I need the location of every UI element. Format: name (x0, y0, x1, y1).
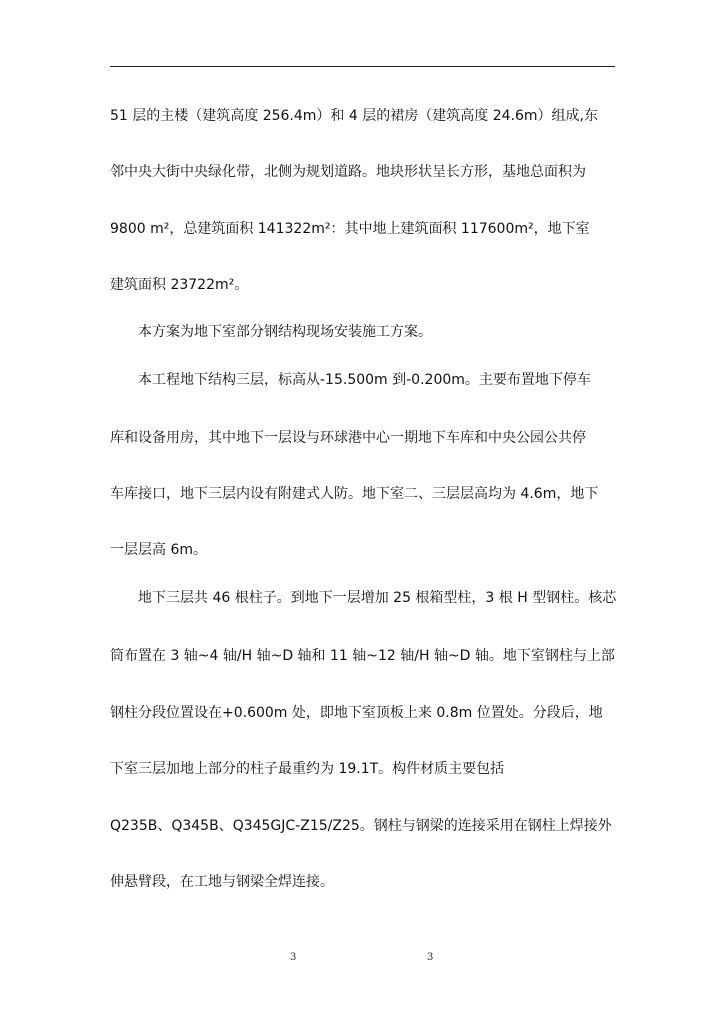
text-line: 地下三层共 46 根柱子。到地下一层增加 25 根箱型柱，3 根 H 型钢柱。核芯 (138, 590, 617, 606)
text-line: 下室三层加地上部分的柱子最重约为 19.1T。构件材质主要包括 (110, 761, 505, 777)
text-line: 本工程地下结构三层，标高从-15.500m 到-0.200m。主要布置地下停车 (138, 372, 591, 388)
text-line: 库和设备用房，其中地下一层设与环球港中心一期地下车库和中央公园公共停 (110, 430, 586, 446)
text-line: 9800 m²，总建筑面积 141322m²：其中地上建筑面积 117600m²，地下室 (110, 221, 590, 237)
text-line: 本方案为地下室部分钢结构现场安装施工方案。 (138, 324, 432, 340)
text-line: 邻中央大街中央绿化带，北侧为规划道路。地块形状呈长方形，基地总面积为 (110, 164, 586, 180)
text-line: Q235B、Q345B、Q345GJC-Z15/Z25。钢柱与钢梁的连接采用在钢柱上焊接外 (110, 818, 612, 834)
header-rule (110, 66, 615, 67)
text-line: 51 层的主楼（建筑高度 256.4m）和 4 层的裙房（建筑高度 24.6m）组成,东 (110, 108, 598, 124)
page-number-left: 3 (290, 952, 297, 963)
text-line: 钢柱分段位置设在+0.600m 处，即地下室顶板上来 0.8m 位置处。分段后，地 (110, 705, 603, 721)
text-line: 建筑面积 23722m²。 (110, 277, 249, 293)
text-line: 车库接口，地下三层内设有附建式人防。地下室二、三层层高均为 4.6m，地下 (110, 486, 599, 502)
text-line: 伸悬臂段，在工地与钢梁全焊连接。 (110, 874, 334, 890)
text-line: 筒布置在 3 轴~4 轴/H 轴~D 轴和 11 轴~12 轴/H 轴~D 轴。地下室钢柱与上部 (110, 648, 615, 664)
text-line: 一层层高 6m。 (110, 542, 207, 558)
page-number-right: 3 (427, 952, 434, 963)
